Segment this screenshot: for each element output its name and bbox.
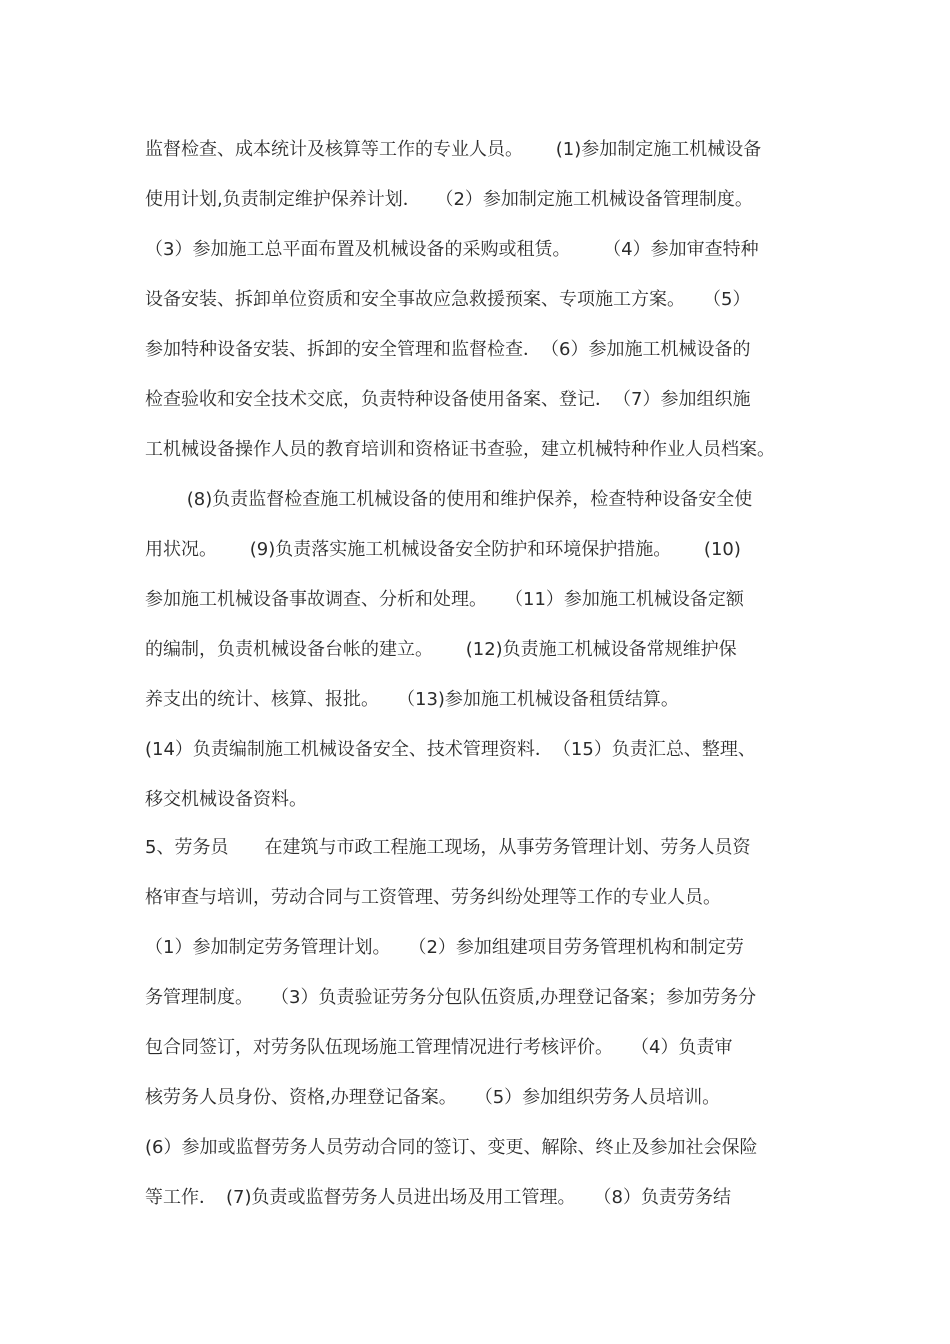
text-line: 监督检查、成本统计及核算等工作的专业人员。 (1)参加制定施工机械设备 [145, 139, 762, 160]
text-line: 5、劳务员 在建筑与市政工程施工现场，从事劳务管理计划、劳务人员资 [145, 837, 751, 858]
text-line: 包合同签订，对劳务队伍现场施工管理情况进行考核评价。 （4）负责审 [145, 1037, 733, 1058]
text-line: 养支出的统计、核算、报批。 （13)参加施工机械设备租赁结算。 [145, 689, 679, 710]
text-line: 移交机械设备资料。 [145, 789, 307, 810]
text-line: 的编制，负责机械设备台帐的建立。 (12)负责施工机械设备常规维护保 [145, 639, 737, 660]
text-line: (14）负责编制施工机械设备安全、技术管理资料． （15）负责汇总、整理、 [145, 739, 756, 760]
text-line: (6）参加或监督劳务人员劳动合同的签订、变更、解除、终止及参加社会保险 [145, 1137, 758, 1158]
text-line: 参加特种设备安装、拆卸的安全管理和监督检查． （6）参加施工机械设备的 [145, 339, 751, 360]
text-line: 使用计划,负责制定维护保养计划． （2）参加制定施工机械设备管理制度。 [145, 189, 753, 210]
text-line: （3）参加施工总平面布置及机械设备的采购或租赁。 （4）参加审查特种 [145, 239, 759, 260]
text-line: 工机械设备操作人员的教育培训和资格证书查验，建立机械特种作业人员档案。 [145, 439, 775, 460]
text-line: 等工作． (7)负责或监督劳务人员进出场及用工管理。 （8）负责劳务结 [145, 1187, 731, 1208]
text-line: 检查验收和安全技术交底，负责特种设备使用备案、登记． （7）参加组织施 [145, 389, 751, 410]
text-line: 核劳务人员身份、资格,办理登记备案。 （5）参加组织劳务人员培训。 [145, 1087, 721, 1108]
text-line: 务管理制度。 （3）负责验证劳务分包队伍资质,办理登记备案；参加劳务分 [145, 987, 757, 1008]
text-line: 用状况。 (9)负责落实施工机械设备安全防护和环境保护措施。 (10) [145, 539, 741, 560]
text-line: 格审查与培训，劳动合同与工资管理、劳务纠纷处理等工作的专业人员。 [145, 887, 721, 908]
text-line: （1）参加制定劳务管理计划。 （2）参加组建项目劳务管理机构和制定劳 [145, 937, 744, 958]
text-line: (8)负责监督检查施工机械设备的使用和维护保养，检查特种设备安全使 [145, 489, 753, 510]
text-line: 参加施工机械设备事故调查、分析和处理。 （11）参加施工机械设备定额 [145, 589, 744, 610]
text-line: 设备安装、拆卸单位资质和安全事故应急救援预案、专项施工方案。 （5） [145, 289, 751, 310]
